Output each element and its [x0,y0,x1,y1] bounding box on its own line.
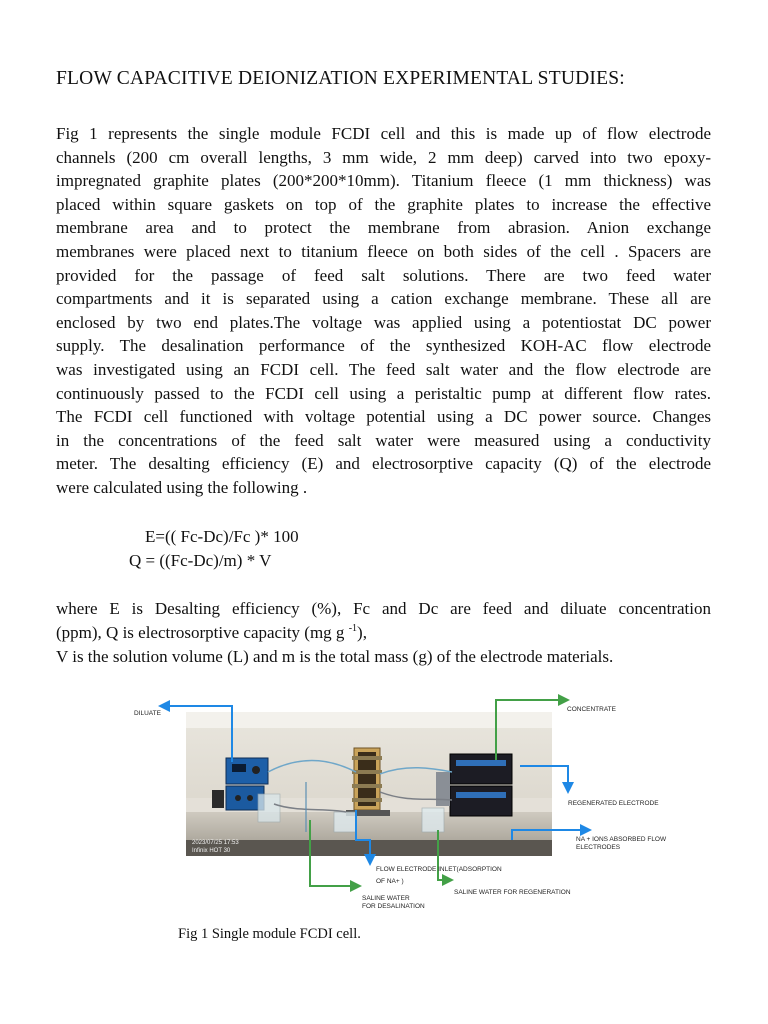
equation-efficiency: E=(( Fc-Dc)/Fc )* 100 [145,527,299,546]
section-title: FLOW CAPACITIVE DEIONIZATION EXPERIMENTAL STUDIES: [56,68,625,89]
equation-capacity: Q = ((Fc-Dc)/m) * V [129,551,272,570]
definitions-line [56,621,711,645]
paragraph-line: The FCDI cell functioned with voltage potential using a DC power source. Changes [56,407,711,427]
body-paragraph [56,122,711,500]
label-saline-regeneration: SALINE WATER FOR REGENERATION [454,889,571,896]
definitions-line: V is the solution volume (L) and m is the total mass (g) of the electrode materials. [56,647,614,666]
paragraph-line: in the concentrations of the feed salt water were measured using a conductivity [56,430,711,450]
diluate-arrow [160,706,232,762]
regenerated-arrow [520,766,568,792]
paragraph-line: compartments and it is separated using a cation exchange membrane. These all are [56,289,711,309]
photo-watermark-date: 2023/07/25 17:53 [192,840,239,846]
paragraph-line: continuously passed to the FCDI cell using a peristaltic pump at different flow rates. [56,383,711,403]
label-inlet-2: OF NA+ ) [376,878,404,885]
paragraph-line: supply. The desalination performance of the synthesized KOH-AC flow electrode [56,336,711,356]
paragraph-line: channels (200 cm overall lengths, 3 mm wide, 2 mm deep) carved into two epoxy- [56,147,711,167]
label-regenerated-electrode: REGENERATED ELECTRODE [568,800,659,807]
photo-watermark-device: Infinix HOT 30 [192,848,231,854]
paragraph-line: enclosed by two end plates.The voltage was applied using a potentiostat DC power [56,312,711,332]
label-na-ions-1: NA + IONS ABSORBED FLOW [576,836,667,843]
label-na-ions-2: ELECTRODES [576,844,621,851]
superscript: -1 [348,623,358,634]
definitions-line: where E is Desalting efficiency (%), Fc and Dc are feed and diluate concentration [56,599,711,618]
definitions-paragraph [56,597,711,669]
label-inlet-1: FLOW ELECTRODE INLET(ADSORPTION [376,866,502,873]
label-saline-desal-1: SALINE WATER [362,895,410,902]
definitions-text: ), [357,623,367,642]
paragraph-line: placed within square gaskets on top of the graphite plates to increase the effective [56,194,711,214]
paragraph-line: Fig 1 represents the single module FCDI cell and this is made up of flow electrode [56,124,711,143]
saline-desal-arrow [310,820,360,886]
fcdi-figure [120,690,720,920]
paragraph-line: was investigated using an FCDI cell. The feed salt water and the flow electrode are [56,359,711,379]
paragraph-line: membranes were placed next to titanium fleece on both sides of the cell . Spacers are [56,241,711,261]
figure-caption: Fig 1 Single module FCDI cell. [178,926,361,942]
label-diluate: DILUATE [134,710,161,717]
paragraph-line: meter. The desalting efficiency (E) and electrosorptive capacity (Q) of the electrode [56,454,711,474]
paragraph-line: were calculated using the following . [56,477,308,497]
paragraph-line: impregnated graphite plates (200*200*10mm). Titanium fleece (1 mm thickness) was [56,171,711,191]
definitions-text: (ppm), Q is electrosorptive capacity (mg g [56,623,349,642]
label-concentrate: CONCENTRATE [567,706,616,713]
concentrate-arrow [496,700,568,760]
label-saline-desal-2: FOR DESALINATION [362,903,425,910]
paragraph-line: provided for the passage of feed salt solutions. There are two feed water [56,265,711,285]
inlet-arrow [356,810,370,864]
paragraph-line: membrane area and to protect the membrane from abrasion. Anion exchange [56,218,711,238]
